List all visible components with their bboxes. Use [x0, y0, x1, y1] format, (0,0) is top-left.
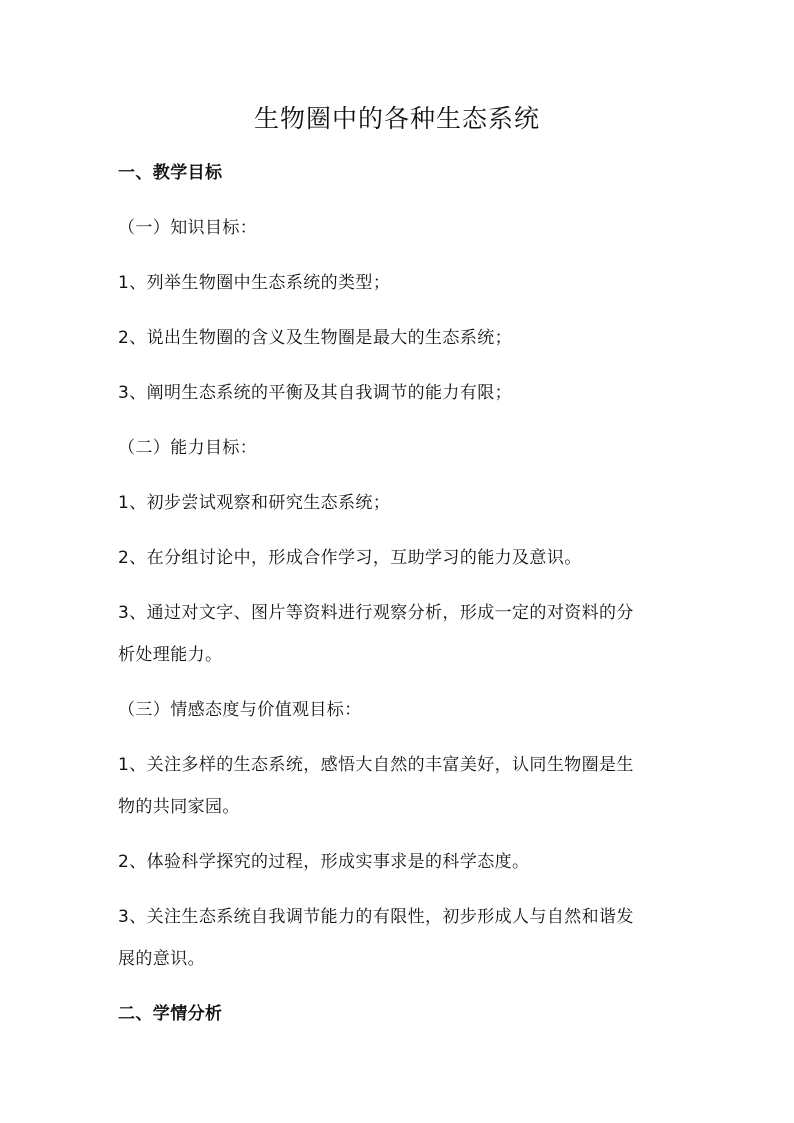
knowledge-item-2: 2、说出生物圈的含义及生物圈是最大的生态系统； — [118, 328, 513, 348]
ability-item-2: 2、在分组讨论中，形成合作学习，互助学习的能力及意识。 — [118, 548, 582, 568]
ability-item-3-line-1: 3、通过对文字、图片等资料进行观察分析，形成一定的对资料的分 — [118, 603, 634, 623]
subheading-knowledge-goals: （一）知识目标： — [118, 218, 258, 238]
emotion-item-3-line-1: 3、关注生态系统自我调节能力的有限性，初步形成人与自然和谐发 — [118, 907, 634, 927]
emotion-item-3-line-2: 展的意识。 — [118, 949, 205, 969]
knowledge-item-3: 3、阐明生态系统的平衡及其自我调节的能力有限； — [118, 383, 513, 403]
emotion-item-1-line-1: 1、关注多样的生态系统，感悟大自然的丰富美好，认同生物圈是生 — [118, 755, 634, 775]
section-heading-teaching-goals: 一、教学目标 — [118, 163, 223, 183]
document-title: 生物圈中的各种生态系统 — [253, 104, 540, 133]
ability-item-1: 1、初步尝试观察和研究生态系统； — [118, 493, 391, 513]
subheading-emotion-goals: （三）情感态度与价值观目标： — [118, 700, 362, 720]
ability-item-3-line-2: 析处理能力。 — [118, 645, 223, 665]
emotion-item-2: 2、体验科学探究的过程，形成实事求是的科学态度。 — [118, 852, 530, 872]
section-heading-learning-analysis: 二、学情分析 — [118, 1004, 223, 1024]
emotion-item-1-line-2: 物的共同家园。 — [118, 797, 240, 817]
knowledge-item-1: 1、列举生物圈中生态系统的类型； — [118, 273, 391, 293]
subheading-ability-goals: （二）能力目标： — [118, 438, 258, 458]
